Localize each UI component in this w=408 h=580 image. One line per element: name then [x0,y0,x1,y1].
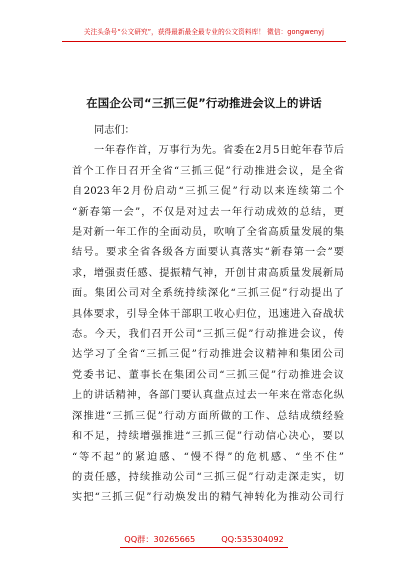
body-line: “新春第一会”，不仅是对过去一年行动成效的总结，更 [72,206,344,218]
body-line: 的责任感，持续推动公司“三抓三促”行动走深走实，切 [72,471,344,483]
salutation: 同志们： [94,125,135,136]
body-line: 上的讲话精神，各部门要认真盘点过去一年来在常态化纵 [72,390,344,402]
header-banner: 关注头条号“公文研究”，获得最新最全最专业的公文资料库！ 微信：gongwenyj [83,28,325,36]
document-body [72,121,344,509]
body-line: 深推进“三抓三促”行动方面所做的工作、总结成绩经验 [72,410,344,422]
body-line: 达学习了全省“三抓三促”行动推进会议精神和集团公司 [72,349,344,361]
body-line: 首个工作日召开全省“三抓三促”行动推进会议，是全省 [72,165,344,177]
header-divider [62,41,346,42]
body-paragraph [72,141,344,508]
body-line: 实把“三抓三促”行动焕发出的精气神转化为推动公司行 [72,492,344,504]
body-line: 党委书记、董事长在集团公司“三抓三促”行动推进会议 [72,369,344,381]
body-line: 求，增强责任感、提振精气神，开创甘肃高质量发展新局 [72,267,344,279]
body-line: 态。今天，我们召开公司“三抓三促”行动推进会议，传 [72,329,344,341]
body-line: 是对新一年工作的全面动员，吹响了全省高质量发展的集 [72,227,344,239]
body-line: 具体要求，引导全体干部职工收心归位，迅速进入奋战状 [72,308,344,320]
body-line: 和不足，持续增强推进“三抓三促”行动信心决心，要以 [72,431,344,443]
footer-qq-group: QQ群：30265665 [124,534,196,544]
body-line: 面。集团公司对全系统持续深化“三抓三促”行动提出了 [72,288,344,300]
footer-divider [120,547,288,548]
footer-qq: QQ:535304092 [221,534,284,544]
body-line: 自2023年2月份启动“三抓三促”行动以来连续第二个 [72,186,344,198]
body-line: 一年春作首，万事行为先。省委在2月5日蛇年春节后 [94,145,344,157]
body-line: 结号。要求全省各级各方面要认真落实“新春第一会”要 [72,247,344,259]
body-line: “等不起”的紧迫感、“慢不得”的危机感、“坐不住” [72,451,344,463]
footer-contact [0,534,408,545]
document-title: 在国企公司“三抓三促”行动推进会议上的讲话 [86,96,322,110]
